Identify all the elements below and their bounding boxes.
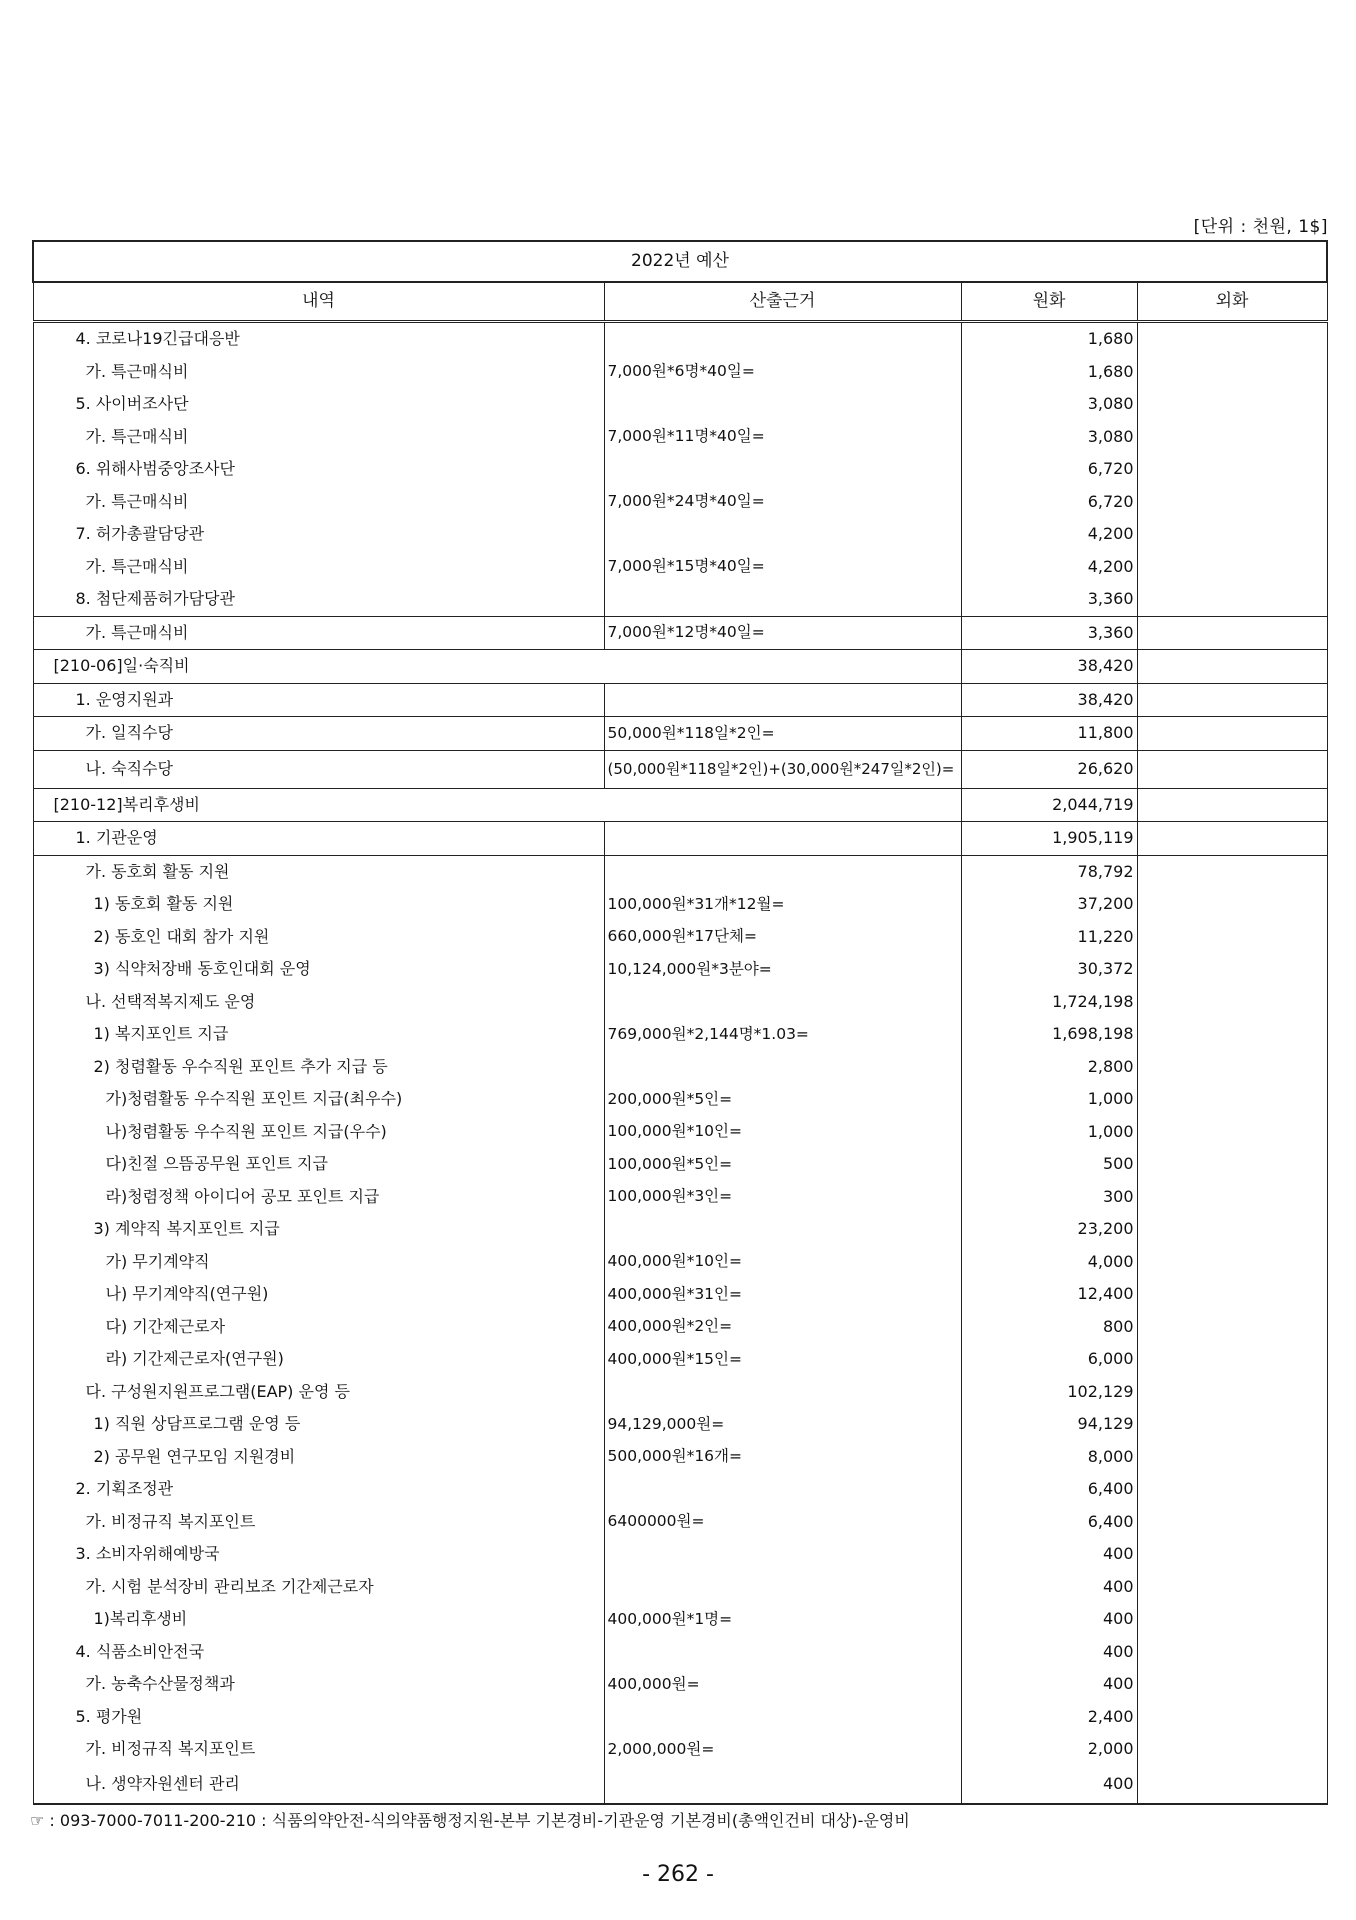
row-amount-krw: 400: [961, 1636, 1137, 1669]
row-description: 가. 특근매식비: [33, 356, 604, 389]
row-amount-foreign: [1137, 1571, 1327, 1604]
row-basis: (50,000원*118일*2인)+(30,000원*247일*2인)=: [604, 750, 961, 788]
row-description: 가. 비정규직 복지포인트: [33, 1506, 604, 1539]
row-description: 다) 기간제근로자: [33, 1311, 604, 1344]
row-description: 가. 비정규직 복지포인트: [33, 1733, 604, 1766]
table-row: [33, 1538, 1327, 1571]
row-basis: [604, 683, 961, 717]
row-description: 나. 선택적복지제도 운영: [33, 986, 604, 1019]
table-row: [33, 551, 1327, 584]
row-basis: 7,000원*24명*40일=: [604, 486, 961, 519]
row-amount-krw: 3,080: [961, 388, 1137, 421]
row-amount-foreign: [1137, 551, 1327, 584]
row-amount-krw: 6,720: [961, 453, 1137, 486]
row-description: 가. 일직수당: [33, 717, 604, 751]
row-amount-krw: 2,400: [961, 1701, 1137, 1734]
row-amount-foreign: [1137, 1733, 1327, 1766]
table-row: [33, 1278, 1327, 1311]
year-title: 2022년 예산: [33, 241, 1327, 282]
row-description: 4. 식품소비안전국: [33, 1636, 604, 1669]
row-amount-krw: 37,200: [961, 888, 1137, 921]
row-description: 가. 동호회 활동 지원: [33, 855, 604, 888]
table-row: [33, 1603, 1327, 1636]
row-basis: 400,000원*1명=: [604, 1603, 961, 1636]
row-description: [210-06]일·숙직비: [33, 650, 961, 684]
row-amount-foreign: [1137, 986, 1327, 1019]
table-row: [33, 1376, 1327, 1409]
table-row: [33, 1051, 1327, 1084]
row-basis: [604, 453, 961, 486]
row-amount-foreign: [1137, 1181, 1327, 1214]
row-description: 나) 무기계약직(연구원): [33, 1278, 604, 1311]
row-amount-foreign: [1137, 356, 1327, 389]
table-row: [33, 1766, 1327, 1804]
row-amount-krw: 26,620: [961, 750, 1137, 788]
table-row: [33, 953, 1327, 986]
row-basis: 2,000,000원=: [604, 1733, 961, 1766]
row-amount-foreign: [1137, 1018, 1327, 1051]
table-row: [33, 1473, 1327, 1506]
row-amount-foreign: [1137, 486, 1327, 519]
table-row: [33, 421, 1327, 454]
row-basis: 100,000원*5인=: [604, 1148, 961, 1181]
row-description: 4. 코로나19긴급대응반: [33, 322, 604, 356]
row-amount-krw: 1,905,119: [961, 822, 1137, 856]
row-amount-krw: 23,200: [961, 1213, 1137, 1246]
row-description: 5. 평가원: [33, 1701, 604, 1734]
row-amount-foreign: [1137, 1408, 1327, 1441]
row-amount-krw: 3,360: [961, 616, 1137, 650]
table-row: [33, 1636, 1327, 1669]
table-row: [33, 1116, 1327, 1149]
row-description: 1) 동호회 활동 지원: [33, 888, 604, 921]
row-amount-krw: 38,420: [961, 650, 1137, 684]
row-basis: [604, 1571, 961, 1604]
row-basis: [604, 1473, 961, 1506]
table-row: [33, 388, 1327, 421]
row-amount-krw: 30,372: [961, 953, 1137, 986]
row-basis: 100,000원*3인=: [604, 1181, 961, 1214]
table-row: [33, 1213, 1327, 1246]
row-basis: 6400000원=: [604, 1506, 961, 1539]
row-basis: 10,124,000원*3분야=: [604, 953, 961, 986]
row-basis: [604, 518, 961, 551]
table-row: [33, 1571, 1327, 1604]
row-description: 라)청렴정책 아이디어 공모 포인트 지급: [33, 1181, 604, 1214]
table-row: [33, 822, 1327, 856]
table-row: [33, 1668, 1327, 1701]
row-basis: [604, 822, 961, 856]
row-description: 가. 특근매식비: [33, 421, 604, 454]
row-amount-foreign: [1137, 616, 1327, 650]
row-basis: [604, 1213, 961, 1246]
row-amount-krw: 6,400: [961, 1473, 1137, 1506]
row-basis: 400,000원*2인=: [604, 1311, 961, 1344]
table-row: [33, 1701, 1327, 1734]
row-amount-krw: 4,200: [961, 518, 1137, 551]
row-amount-krw: 78,792: [961, 855, 1137, 888]
row-amount-foreign: [1137, 1506, 1327, 1539]
row-amount-krw: 400: [961, 1668, 1137, 1701]
row-basis: [604, 322, 961, 356]
row-amount-foreign: [1137, 953, 1327, 986]
row-amount-krw: 1,680: [961, 322, 1137, 356]
table-row: [33, 1441, 1327, 1474]
row-basis: [604, 986, 961, 1019]
row-description: 2) 동호인 대회 참가 지원: [33, 921, 604, 954]
table-row: [33, 1181, 1327, 1214]
row-description: 2) 청렴활동 우수직원 포인트 추가 지급 등: [33, 1051, 604, 1084]
row-amount-foreign: [1137, 1148, 1327, 1181]
row-description: 가)청렴활동 우수직원 포인트 지급(최우수): [33, 1083, 604, 1116]
table-row: [33, 1083, 1327, 1116]
row-amount-krw: 11,220: [961, 921, 1137, 954]
row-basis: [604, 1636, 961, 1669]
row-amount-krw: 3,080: [961, 421, 1137, 454]
row-amount-foreign: [1137, 1538, 1327, 1571]
row-description: 3) 식약처장배 동호인대회 운영: [33, 953, 604, 986]
row-description: 나. 숙직수당: [33, 750, 604, 788]
row-amount-foreign: [1137, 388, 1327, 421]
row-description: 가. 농축수산물정책과: [33, 1668, 604, 1701]
row-description: 가) 무기계약직: [33, 1246, 604, 1279]
row-basis: 7,000원*11명*40일=: [604, 421, 961, 454]
table-row: [33, 1733, 1327, 1766]
row-amount-foreign: [1137, 1246, 1327, 1279]
table-row: [33, 1018, 1327, 1051]
row-description: 6. 위해사범중앙조사단: [33, 453, 604, 486]
row-basis: 400,000원*15인=: [604, 1343, 961, 1376]
row-amount-krw: 6,400: [961, 1506, 1137, 1539]
row-amount-foreign: [1137, 1116, 1327, 1149]
row-amount-foreign: [1137, 322, 1327, 356]
row-basis: 7,000원*15명*40일=: [604, 551, 961, 584]
table-row: [33, 855, 1327, 888]
row-basis: [604, 1701, 961, 1734]
row-description: 8. 첨단제품허가담당관: [33, 583, 604, 616]
row-amount-foreign: [1137, 1278, 1327, 1311]
row-amount-foreign: [1137, 1603, 1327, 1636]
row-basis: [604, 855, 961, 888]
row-description: 1)복리후생비: [33, 1603, 604, 1636]
row-amount-krw: 300: [961, 1181, 1137, 1214]
row-basis: [604, 1051, 961, 1084]
row-amount-krw: 3,360: [961, 583, 1137, 616]
row-description: [210-12]복리후생비: [33, 788, 961, 822]
row-amount-foreign: [1137, 1051, 1327, 1084]
row-amount-foreign: [1137, 518, 1327, 551]
row-description: 5. 사이버조사단: [33, 388, 604, 421]
row-amount-krw: 1,000: [961, 1083, 1137, 1116]
row-basis: 200,000원*5인=: [604, 1083, 961, 1116]
row-amount-krw: 12,400: [961, 1278, 1137, 1311]
row-amount-foreign: [1137, 1213, 1327, 1246]
row-basis: 500,000원*16개=: [604, 1441, 961, 1474]
row-amount-foreign: [1137, 1701, 1327, 1734]
row-amount-foreign: [1137, 1636, 1327, 1669]
row-description: 가. 특근매식비: [33, 616, 604, 650]
table-row: [33, 888, 1327, 921]
row-amount-foreign: [1137, 1376, 1327, 1409]
row-basis: [604, 1766, 961, 1804]
row-basis: [604, 583, 961, 616]
row-basis: 7,000원*12명*40일=: [604, 616, 961, 650]
row-amount-krw: 1,724,198: [961, 986, 1137, 1019]
row-amount-foreign: [1137, 1083, 1327, 1116]
row-amount-foreign: [1137, 717, 1327, 751]
table-row: [33, 1311, 1327, 1344]
row-amount-foreign: [1137, 921, 1327, 954]
row-description: 1) 복지포인트 지급: [33, 1018, 604, 1051]
row-amount-krw: 38,420: [961, 683, 1137, 717]
row-description: 2. 기획조정관: [33, 1473, 604, 1506]
row-amount-foreign: [1137, 453, 1327, 486]
row-amount-krw: 6,720: [961, 486, 1137, 519]
table-row: [33, 1343, 1327, 1376]
column-header-foreign: 외화: [1137, 282, 1327, 322]
row-amount-foreign: [1137, 855, 1327, 888]
row-basis: 400,000원*10인=: [604, 1246, 961, 1279]
row-description: 가. 시험 분석장비 관리보조 기간제근로자: [33, 1571, 604, 1604]
section-row: [33, 788, 1327, 822]
budget-table: [32, 240, 1328, 1805]
row-amount-krw: 6,000: [961, 1343, 1137, 1376]
table-row: [33, 683, 1327, 717]
row-amount-krw: 102,129: [961, 1376, 1137, 1409]
row-amount-foreign: [1137, 1668, 1327, 1701]
row-amount-krw: 2,044,719: [961, 788, 1137, 822]
table-row: [33, 453, 1327, 486]
column-header-basis: 산출근거: [604, 282, 961, 322]
row-amount-foreign: [1137, 888, 1327, 921]
row-amount-foreign: [1137, 1766, 1327, 1804]
table-row: [33, 583, 1327, 616]
table-row: [33, 1506, 1327, 1539]
row-amount-krw: 400: [961, 1603, 1137, 1636]
row-amount-foreign: [1137, 650, 1327, 684]
table-row: [33, 356, 1327, 389]
row-basis: 100,000원*10인=: [604, 1116, 961, 1149]
row-basis: 400,000원*31인=: [604, 1278, 961, 1311]
table-row: [33, 616, 1327, 650]
row-description: 나. 생약자원센터 관리: [33, 1766, 604, 1804]
row-description: 1. 운영지원과: [33, 683, 604, 717]
row-basis: 7,000원*6명*40일=: [604, 356, 961, 389]
row-basis: 660,000원*17단체=: [604, 921, 961, 954]
row-amount-foreign: [1137, 683, 1327, 717]
table-row: [33, 986, 1327, 1019]
row-amount-krw: 4,000: [961, 1246, 1137, 1279]
row-description: 다)친절 으뜸공무원 포인트 지급: [33, 1148, 604, 1181]
row-amount-foreign: [1137, 1343, 1327, 1376]
table-row: [33, 750, 1327, 788]
table-row: [33, 1246, 1327, 1279]
unit-label: [단위 : 천원, 1$]: [1193, 217, 1328, 237]
row-basis: 400,000원=: [604, 1668, 961, 1701]
table-row: [33, 921, 1327, 954]
footnote: ☞ : 093-7000-7011-200-210 : 식품의약안전-식의약품행정지원-본부 기본경비-기관운영 기본경비(총액인건비 대상)-운영비: [30, 1811, 910, 1830]
row-description: 1. 기관운영: [33, 822, 604, 856]
row-amount-krw: 400: [961, 1538, 1137, 1571]
section-row: [33, 650, 1327, 684]
row-amount-krw: 2,000: [961, 1733, 1137, 1766]
row-amount-foreign: [1137, 583, 1327, 616]
row-amount-krw: 8,000: [961, 1441, 1137, 1474]
table-row: [33, 717, 1327, 751]
row-amount-foreign: [1137, 788, 1327, 822]
table-row: [33, 1148, 1327, 1181]
row-amount-krw: 94,129: [961, 1408, 1137, 1441]
column-header-description: 내역: [33, 282, 604, 322]
row-amount-krw: 11,800: [961, 717, 1137, 751]
row-amount-foreign: [1137, 1473, 1327, 1506]
row-amount-foreign: [1137, 1311, 1327, 1344]
row-description: 7. 허가총괄담당관: [33, 518, 604, 551]
row-amount-foreign: [1137, 421, 1327, 454]
row-amount-foreign: [1137, 1441, 1327, 1474]
row-amount-krw: 1,680: [961, 356, 1137, 389]
row-basis: 100,000원*31개*12월=: [604, 888, 961, 921]
row-description: 나)청렴활동 우수직원 포인트 지급(우수): [33, 1116, 604, 1149]
row-basis: 50,000원*118일*2인=: [604, 717, 961, 751]
row-amount-krw: 1,698,198: [961, 1018, 1137, 1051]
row-description: 라) 기간제근로자(연구원): [33, 1343, 604, 1376]
row-amount-krw: 500: [961, 1148, 1137, 1181]
row-amount-krw: 400: [961, 1571, 1137, 1604]
row-amount-krw: 1,000: [961, 1116, 1137, 1149]
row-description: 3) 계약직 복지포인트 지급: [33, 1213, 604, 1246]
row-description: 1) 직원 상담프로그램 운영 등: [33, 1408, 604, 1441]
column-header-krw: 원화: [961, 282, 1137, 322]
table-row: [33, 486, 1327, 519]
row-basis: [604, 388, 961, 421]
row-amount-krw: 4,200: [961, 551, 1137, 584]
page-number: - 262 -: [642, 1862, 714, 1887]
row-description: 가. 특근매식비: [33, 551, 604, 584]
row-description: 2) 공무원 연구모임 지원경비: [33, 1441, 604, 1474]
row-amount-foreign: [1137, 822, 1327, 856]
table-row: [33, 518, 1327, 551]
row-basis: 769,000원*2,144명*1.03=: [604, 1018, 961, 1051]
row-basis: [604, 1538, 961, 1571]
table-row: [33, 322, 1327, 356]
row-amount-krw: 400: [961, 1766, 1137, 1804]
row-amount-krw: 800: [961, 1311, 1137, 1344]
row-amount-krw: 2,800: [961, 1051, 1137, 1084]
row-description: 3. 소비자위해예방국: [33, 1538, 604, 1571]
row-basis: [604, 1376, 961, 1409]
row-description: 가. 특근매식비: [33, 486, 604, 519]
table-row: [33, 1408, 1327, 1441]
row-basis: 94,129,000원=: [604, 1408, 961, 1441]
row-amount-foreign: [1137, 750, 1327, 788]
row-description: 다. 구성원지원프로그램(EAP) 운영 등: [33, 1376, 604, 1409]
table-body: [33, 322, 1327, 1804]
